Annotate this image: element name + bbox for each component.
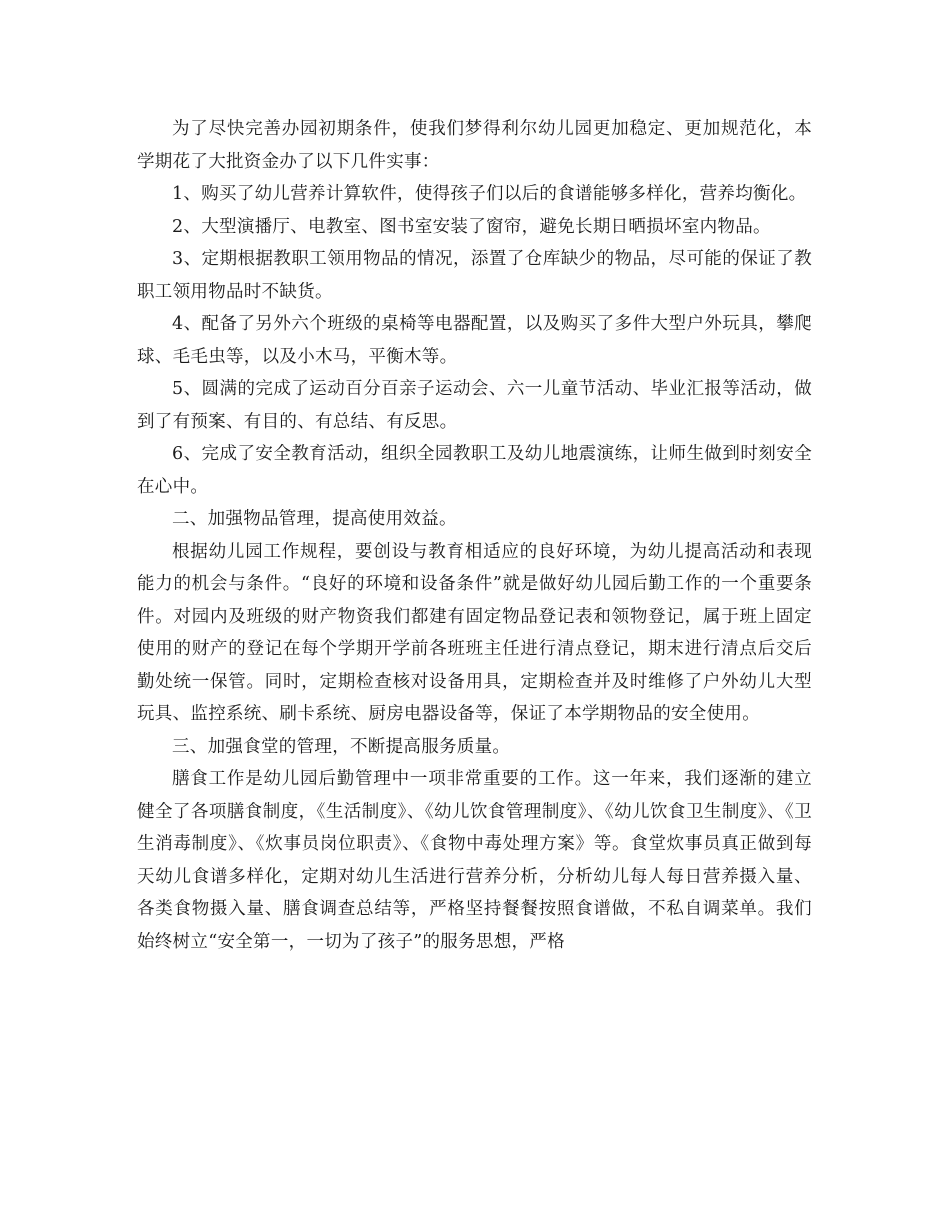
section-heading-3: 三、加强食堂的管理，不断提高服务质量。	[172, 736, 511, 757]
paragraph-section-3-body: 膳食工作是幼儿园后勤管理中一项非常重要的工作。这一年来，我们逐渐的建立健全了各项膳食制度，《生活制度》、《幼儿饮食管理制度》、《幼儿饮食卫生制度》、《卫生消毒制度》、《炊事员岗位职责》、《食物中毒处理方案》等。食堂炊事员真正做到每天幼儿食谱多样化，定期对幼儿生活进行营养分析，分析幼儿每人每日营养摄入量、各类食物摄入量、膳食调查总结等，严格坚持餐餐按照食谱做，不私自调菜单。我们始终树立“安全第一，一切为了孩子”的服务思想，严格	[137, 769, 812, 952]
paragraph-item-4: 4、配备了另外六个班级的桌椅等电器配置，以及购买了多件大型户外玩具，攀爬球、毛毛虫等，以及小木马，平衡木等。	[137, 314, 812, 367]
paragraph-item-1: 1、购买了幼儿营养计算软件，使得孩子们以后的食谱能够多样化，营养均衡化。	[172, 184, 807, 204]
paragraph-item-5: 5、圆满的完成了运动百分百亲子运动会、六一儿童节活动、毕业汇报等活动，做到了有预案、有目的、有总结、有反思。	[137, 379, 812, 432]
document-body	[137, 113, 812, 958]
paragraph-item-3: 3、定期根据教职工领用物品的情况，添置了仓库缺少的物品，尽可能的保证了教职工领用物品时不缺货。	[137, 249, 812, 302]
paragraph-intro: 为了尽快完善办园初期条件，使我们梦得利尔幼儿园更加稳定、更加规范化，本学期花了大批资金办了以下几件实事：	[137, 119, 812, 172]
paragraph-section-2-body: 根据幼儿园工作规程，要创设与教育相适应的良好环境，为幼儿提高活动和表现能力的机会与条件。“良好的环境和设备条件”就是做好幼儿园后勤工作的一个重要条件。对园内及班级的财产物资我们都建有固定物品登记表和领物登记，属于班上固定使用的财产的登记在每个学期开学前各班班主任进行清点登记，期末进行清点后交后勤处统一保管。同时，定期检查核对设备用具，定期检查并及时维修了户外幼儿大型玩具、监控系统、刷卡系统、厨房电器设备等，保证了本学期物品的安全使用。	[137, 541, 812, 724]
paragraph-item-2: 2、大型演播厅、电教室、图书室安装了窗帘，避免长期日晒损坏室内物品。	[172, 216, 771, 237]
paragraph-item-6: 6、完成了安全教育活动，组织全园教职工及幼儿地震演练，让师生做到时刻安全在心中。	[137, 444, 812, 497]
section-heading-2: 二、加强物品管理，提高使用效益。	[172, 509, 457, 529]
